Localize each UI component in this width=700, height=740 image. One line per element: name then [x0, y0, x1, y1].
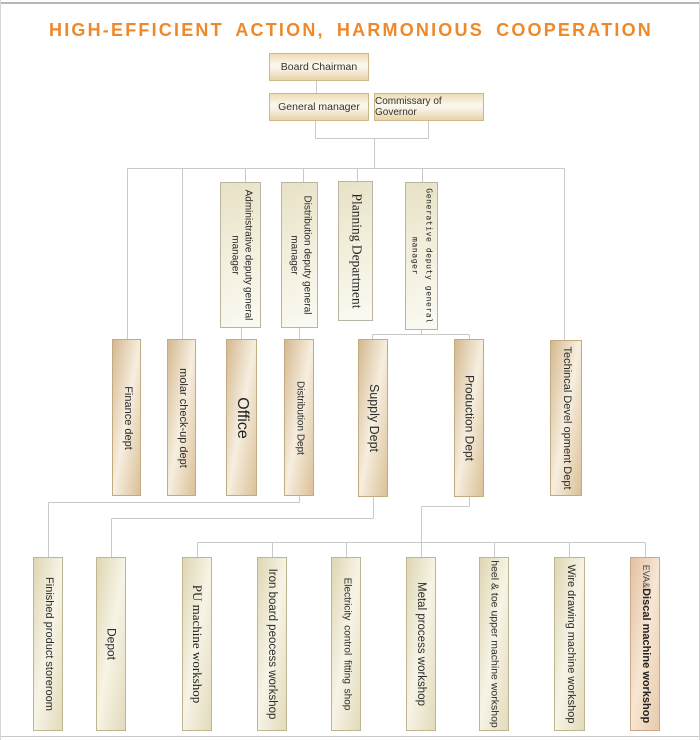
page-title: HIGH-EFFICIENT ACTION, HARMONIOUS COOPERATION: [49, 20, 653, 40]
discal-label: Discal machine workshop: [639, 588, 652, 724]
node-label: Distribution Dept: [294, 380, 306, 455]
node-label: molar check-up dept: [176, 367, 189, 468]
node-distribution-dept: [284, 339, 314, 496]
node-iron-board-process-workshop: [257, 557, 287, 731]
node-pu-machine-workshop: [182, 557, 212, 731]
node-label: Finance dept: [121, 385, 134, 450]
node-label: Electricity control fitting shop: [341, 577, 353, 711]
node-label: PU machine workshop: [190, 584, 206, 704]
node-label: Finished product storeroom: [42, 577, 55, 711]
node-label: Administrative deputy general manager: [229, 189, 253, 321]
node-label: Depot: [104, 627, 119, 661]
node-general-manager: General manager: [269, 93, 369, 121]
node-generative-deputy: [405, 182, 438, 330]
node-label: Planning Department: [348, 193, 364, 309]
node-supply-dept: [358, 339, 388, 497]
node-administrative-deputy: [220, 182, 261, 328]
node-finished-product-storeroom: [33, 557, 63, 731]
node-heel-toe-upper-machine-workshop: [479, 557, 509, 731]
node-planning-department: [338, 181, 373, 321]
node-label: heel & toe upper machine workshop: [488, 560, 501, 728]
node-label: Techincal Devel opment Dept: [560, 346, 573, 490]
node-label: Supply Dept: [366, 383, 381, 453]
node-label: Production Dept: [462, 374, 477, 462]
node-label: Office: [233, 396, 251, 439]
node-board-chairman: Board Chairman: [269, 53, 369, 81]
node-label: Wire drawing machine workshop: [564, 564, 577, 724]
node-molar-checkup-dept: [167, 339, 196, 496]
node-finance-dept: [112, 339, 141, 496]
node-wire-drawing-machine-workshop: [554, 557, 585, 731]
node-technical-development-dept: [550, 340, 582, 496]
node-electricity-control-fitting-shop: [331, 557, 361, 731]
node-eva-discal-machine-workshop: [630, 557, 660, 731]
eva-prefix: EVA&: [640, 564, 651, 589]
node-metal-process-workshop: [406, 557, 436, 731]
node-label: Generative deputy general manager: [410, 188, 434, 324]
node-depot: [96, 557, 126, 731]
node-office: [226, 339, 257, 496]
node-label: Metal process workshop: [415, 582, 428, 706]
node-label: Distribution deputy general manager: [288, 195, 312, 315]
node-distribution-deputy: [281, 182, 318, 328]
node-label: [638, 560, 652, 728]
node-commissary-of-governor: Commissary of Governor: [374, 93, 484, 121]
node-production-dept: [454, 339, 484, 497]
node-label: Iron board peocess workshop: [266, 568, 279, 720]
